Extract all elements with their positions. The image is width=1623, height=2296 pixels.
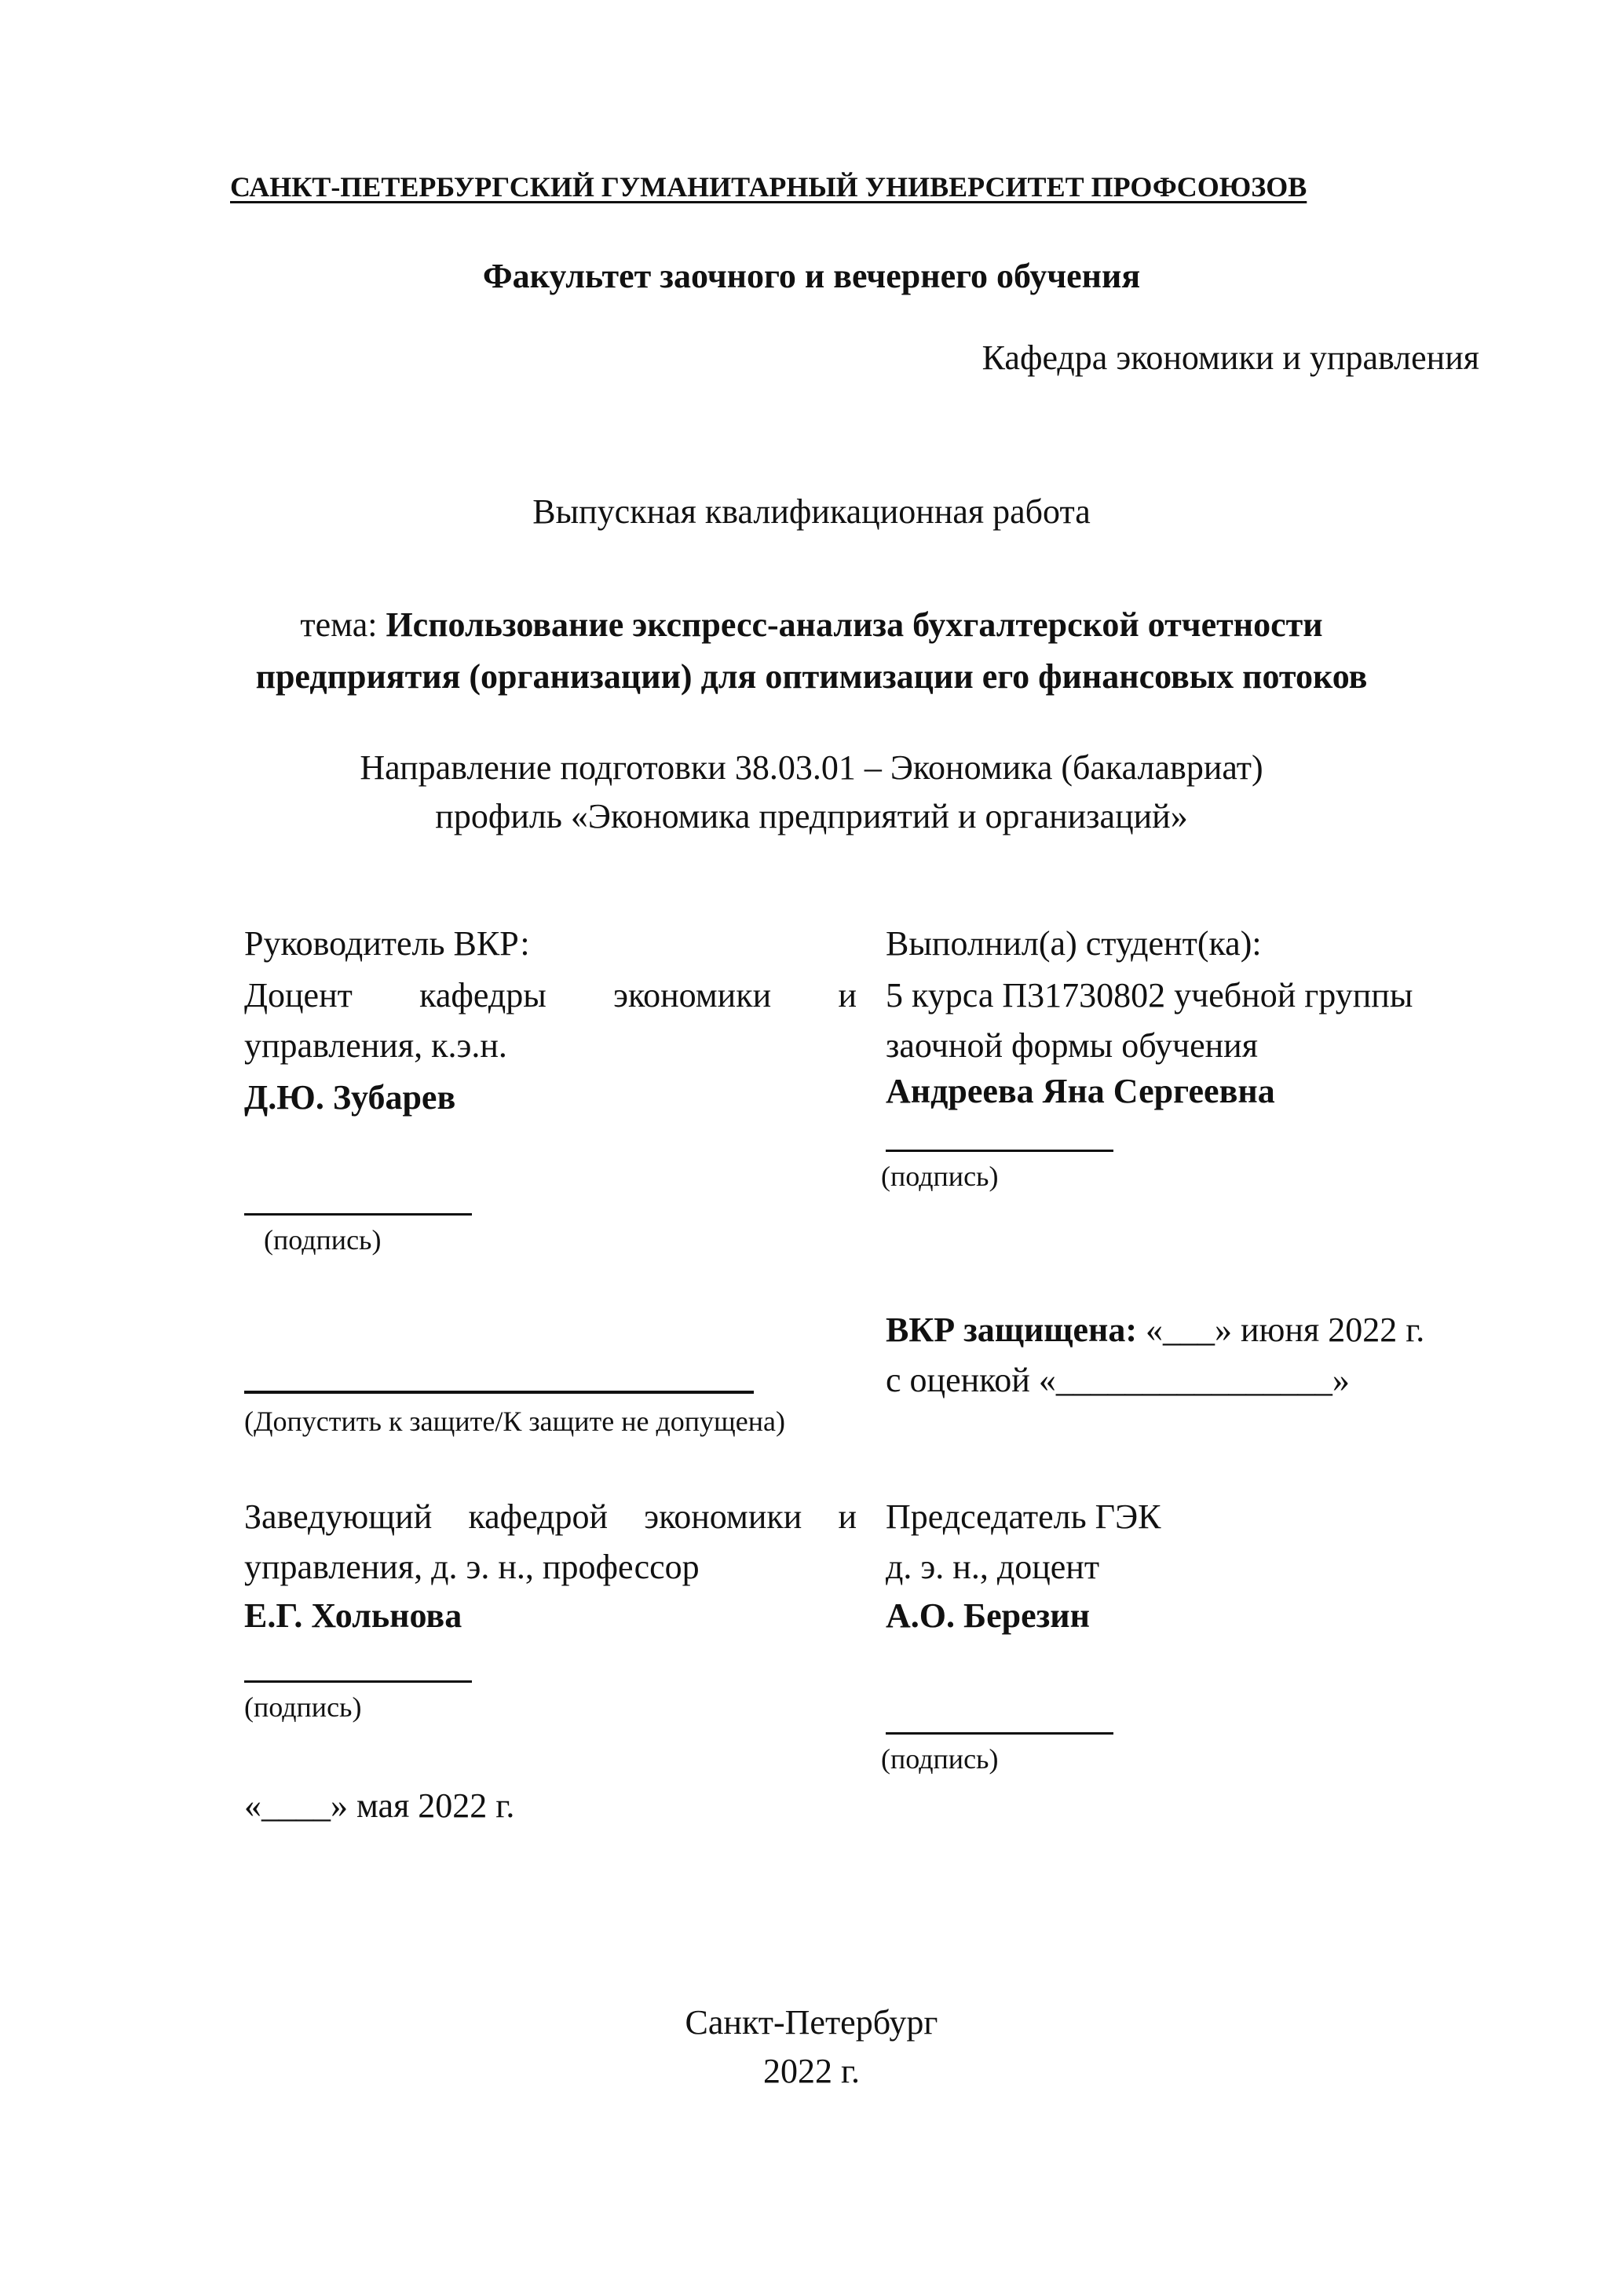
head-date: «____» мая 2022 г. xyxy=(244,1786,515,1825)
supervisor-signature-line xyxy=(244,1213,472,1216)
supervisor-signature-caption: (подпись) xyxy=(264,1224,382,1256)
topic-title-1: Использование экспресс-анализа бухгалтерской отчетности xyxy=(386,605,1323,644)
chairman-signature-caption: (подпись) xyxy=(881,1743,999,1775)
supervisor-position-word: экономики xyxy=(613,976,772,1015)
chairman-signature-line xyxy=(886,1732,1113,1735)
direction-line-1: Направление подготовки 38.03.01 – Экономика (бакалавриат) xyxy=(360,748,1263,787)
department-name: Кафедра экономики и управления xyxy=(981,338,1479,377)
university-name: САНКТ-ПЕТЕРБУРГСКИЙ ГУМАНИТАРНЫЙ УНИВЕРСИТЕТ ПРОФСОЮЗОВ xyxy=(230,171,1307,203)
student-study-form: заочной формы обучения xyxy=(886,1026,1258,1065)
supervisor-position-line-1 xyxy=(244,971,857,1021)
supervisor-position-word: и xyxy=(838,976,857,1015)
supervisor-heading: Руководитель ВКР: xyxy=(244,924,530,963)
chairman-name: А.О. Березин xyxy=(886,1596,1091,1635)
footer-city: Санкт-Петербург xyxy=(685,2003,938,2042)
faculty-name: Факультет заочного и вечернего обучения xyxy=(482,257,1141,295)
student-signature-caption: (подпись) xyxy=(881,1161,999,1192)
head-position-word: кафедрой xyxy=(468,1497,609,1536)
admission-line xyxy=(244,1391,754,1394)
head-signature-caption: (подпись) xyxy=(244,1691,362,1723)
supervisor-name: Д.Ю. Зубарев xyxy=(244,1078,456,1117)
supervisor-position-line-2: управления, к.э.н. xyxy=(244,1026,507,1065)
work-type: Выпускная квалификационная работа xyxy=(532,492,1091,531)
head-position-line-1 xyxy=(244,1492,857,1542)
student-group: 5 курса П31730802 учебной группы xyxy=(886,976,1413,1015)
student-signature-line xyxy=(886,1150,1113,1152)
head-name: Е.Г. Хольнова xyxy=(244,1596,462,1635)
student-heading: Выполнил(а) студент(ка): xyxy=(886,924,1262,963)
supervisor-position-word: Доцент xyxy=(244,976,353,1015)
footer-year: 2022 г. xyxy=(762,2052,861,2090)
defense-date: «___» июня 2022 г. xyxy=(1146,1311,1425,1349)
topic-line-2: предприятия (организации) для оптимизации его финансовых потоков xyxy=(255,657,1368,696)
defense-grade: с оценкой «________________» xyxy=(886,1361,1350,1399)
supervisor-position-word: кафедры xyxy=(419,976,546,1015)
topic-line-1 xyxy=(0,600,1623,650)
head-signature-line xyxy=(244,1680,472,1683)
defense-label: ВКР защищена: xyxy=(886,1311,1137,1349)
head-position-line-2: управления, д. э. н., профессор xyxy=(244,1548,700,1586)
student-name: Андреева Яна Сергеевна xyxy=(886,1072,1275,1110)
head-position-word: и xyxy=(838,1497,857,1536)
direction-line-2: профиль «Экономика предприятий и организаций» xyxy=(435,797,1188,835)
head-position-word: экономики xyxy=(644,1497,802,1536)
chairman-title: д. э. н., доцент xyxy=(886,1548,1100,1586)
admission-caption: (Допустить к защите/К защите не допущена) xyxy=(244,1406,785,1437)
chairman-heading: Председатель ГЭК xyxy=(886,1497,1161,1536)
head-position-word: Заведующий xyxy=(244,1497,433,1536)
defense-line xyxy=(886,1305,1424,1355)
topic-prefix: тема: xyxy=(300,605,378,644)
